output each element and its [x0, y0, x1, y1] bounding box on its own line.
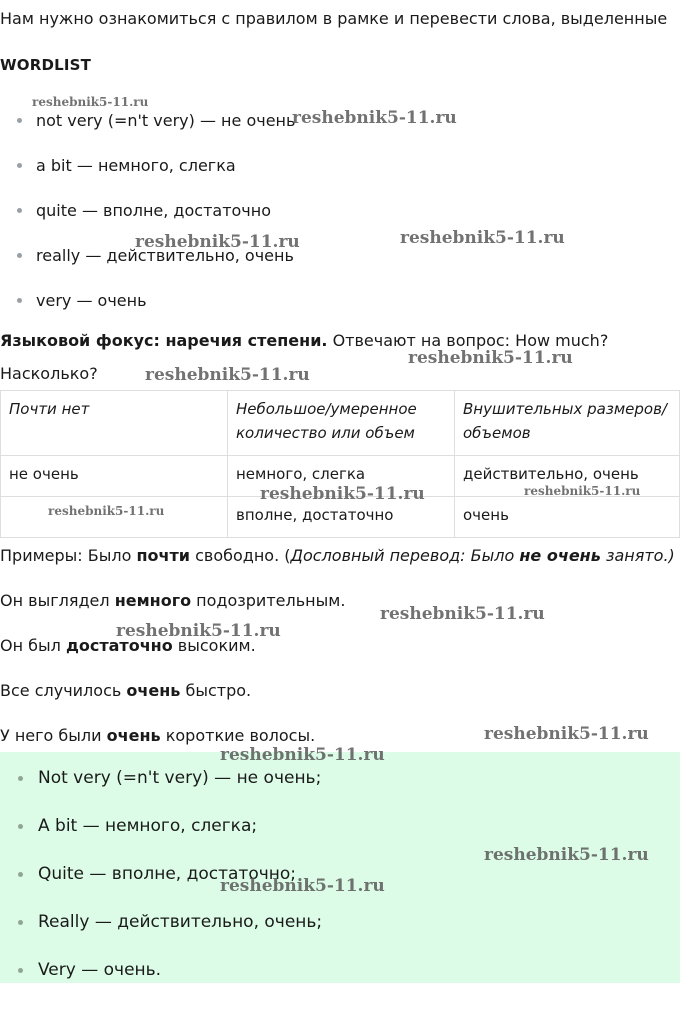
watermark: reshebnik5-11.ru	[380, 604, 545, 624]
watermark: reshebnik5-11.ru	[32, 95, 149, 109]
watermark: reshebnik5-11.ru	[145, 365, 310, 385]
table-header-cell: Небольшое/умеренное количество или объем	[228, 391, 455, 456]
watermark: reshebnik5-11.ru	[48, 504, 165, 518]
intro-text: Нам нужно ознакомиться с правилом в рамке и перевести слова, выделенные	[0, 9, 668, 28]
list-item: not very (=n't very) — не очень	[0, 98, 295, 143]
table-header-row	[1, 391, 680, 456]
watermark: reshebnik5-11.ru	[524, 484, 641, 498]
watermark: reshebnik5-11.ru	[135, 232, 300, 252]
answer-item: A bit — немного, слегка;	[0, 806, 680, 854]
watermark: reshebnik5-11.ru	[484, 724, 649, 744]
table-header-cell: Почти нет	[1, 391, 228, 456]
wordlist-title: WORDLIST	[0, 56, 92, 74]
example-line: Все случилось очень быстро.	[0, 681, 252, 700]
answer-item: Quite — вполне, достаточно;	[0, 854, 680, 902]
focus-text: Отвечают на вопрос: How much? Насколько?	[0, 331, 609, 383]
answer-item: Not very (=n't very) — не очень;	[0, 758, 680, 806]
watermark: reshebnik5-11.ru	[408, 348, 573, 368]
table-cell: немного, слегка	[228, 456, 455, 497]
example-line: Примеры: Было почти свободно. (Дословный перевод: Было не очень занято.)	[0, 546, 675, 565]
watermark: reshebnik5-11.ru	[484, 845, 649, 865]
watermark: reshebnik5-11.ru	[116, 621, 281, 641]
list-item: a bit — немного, слегка	[0, 143, 295, 188]
table-cell: не очень	[1, 456, 228, 497]
watermark: reshebnik5-11.ru	[292, 108, 457, 128]
answer-item: Very — очень.	[0, 950, 680, 998]
list-item: very — очень	[0, 278, 295, 323]
language-focus	[0, 324, 680, 390]
example-line: Он выглядел немного подозрительным.	[0, 591, 346, 610]
list-item: quite — вполне, достаточно	[0, 188, 295, 233]
watermark: reshebnik5-11.ru	[260, 484, 425, 504]
list-item: really — действительно, очень	[0, 233, 295, 278]
answer-item: Really — действительно, очень;	[0, 902, 680, 950]
table-cell: очень	[455, 497, 680, 538]
table-header-cell: Внушительных размеров/ объемов	[455, 391, 680, 456]
focus-heading: Языковой фокус: наречия степени.	[0, 331, 328, 350]
watermark: reshebnik5-11.ru	[400, 228, 565, 248]
table-cell: действительно, очень	[455, 456, 680, 497]
watermark: reshebnik5-11.ru	[220, 876, 385, 896]
wordlist	[0, 98, 295, 323]
example-line: Он был достаточно высоким.	[0, 636, 256, 655]
example-line: У него были очень короткие волосы.	[0, 726, 316, 745]
answer-box	[0, 752, 680, 983]
table-cell: вполне, достаточно	[228, 497, 455, 538]
watermark: reshebnik5-11.ru	[220, 745, 385, 765]
